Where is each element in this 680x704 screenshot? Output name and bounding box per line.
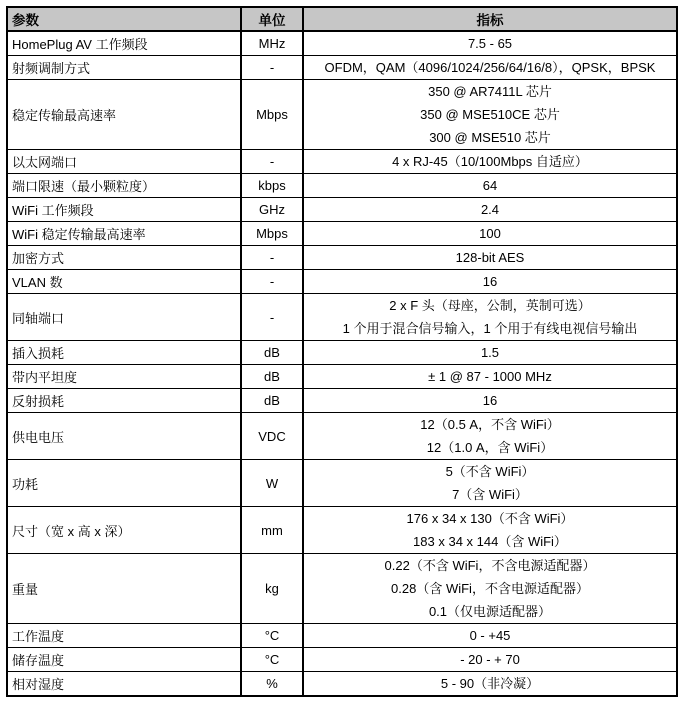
- unit-cell: %: [241, 672, 303, 697]
- spec-line: 350 @ MSE510CE 芯片: [420, 107, 560, 122]
- param-cell: 尺寸（宽 x 高 x 深）: [7, 507, 241, 554]
- spec-table: [6, 6, 678, 697]
- table-row: [7, 413, 677, 460]
- col-header-param: 参数: [7, 7, 241, 31]
- spec-line: 5 - 90（非冷凝）: [440, 676, 540, 691]
- table-row: [7, 624, 677, 648]
- table-row: [7, 80, 677, 150]
- spec-line: 16: [482, 393, 498, 408]
- unit-cell: °C: [241, 624, 303, 648]
- spec-line: 100: [479, 226, 501, 241]
- spec-line: 176 x 34 x 130（不含 WiFi）: [406, 511, 574, 526]
- param-cell: 以太网端口: [7, 150, 241, 174]
- param-cell: WiFi 稳定传输最高速率: [7, 222, 241, 246]
- param-cell: 同轴端口: [7, 294, 241, 341]
- spec-line: 2 x F 头（母座，公制，英制可选）: [389, 298, 591, 313]
- spec-cell: [303, 198, 677, 222]
- table-row: [7, 389, 677, 413]
- param-cell: 供电电压: [7, 413, 241, 460]
- table-row: [7, 31, 677, 56]
- unit-cell: kbps: [241, 174, 303, 198]
- param-cell: WiFi 工作频段: [7, 198, 241, 222]
- unit-cell: -: [241, 150, 303, 174]
- param-cell: 相对湿度: [7, 672, 241, 697]
- spec-cell: [303, 672, 677, 697]
- spec-line: 5（不含 WiFi）: [445, 464, 535, 479]
- spec-line: 12（1.0 A，含 WiFi）: [426, 440, 554, 455]
- spec-line: 0.28（含 WiFi，不含电源适配器）: [391, 581, 589, 596]
- spec-line: 183 x 34 x 144（含 WiFi）: [413, 534, 567, 549]
- spec-cell: [303, 460, 677, 507]
- param-cell: 带内平坦度: [7, 365, 241, 389]
- unit-cell: mm: [241, 507, 303, 554]
- spec-line: 64: [482, 178, 498, 193]
- table-row: [7, 365, 677, 389]
- table-row: [7, 270, 677, 294]
- param-cell: 功耗: [7, 460, 241, 507]
- param-cell: VLAN 数: [7, 270, 241, 294]
- unit-cell: dB: [241, 365, 303, 389]
- spec-line: OFDM，QAM（4096/1024/256/64/16/8），QPSK，BPSK: [324, 60, 656, 75]
- table-row: [7, 648, 677, 672]
- param-cell: 射频调制方式: [7, 56, 241, 80]
- table-row: [7, 507, 677, 554]
- col-header-spec: 指标: [303, 7, 677, 31]
- spec-cell: [303, 413, 677, 460]
- param-cell: HomePlug AV 工作频段: [7, 31, 241, 56]
- spec-cell: [303, 56, 677, 80]
- unit-cell: °C: [241, 648, 303, 672]
- spec-line: 7（含 WiFi）: [452, 487, 528, 502]
- param-cell: 稳定传输最高速率: [7, 80, 241, 150]
- spec-cell: [303, 174, 677, 198]
- param-cell: 插入损耗: [7, 341, 241, 365]
- unit-cell: GHz: [241, 198, 303, 222]
- spec-line: 0 - +45: [469, 628, 511, 643]
- spec-cell: [303, 389, 677, 413]
- unit-cell: -: [241, 246, 303, 270]
- unit-cell: Mbps: [241, 80, 303, 150]
- param-cell: 端口限速（最小颗粒度）: [7, 174, 241, 198]
- spec-line: 2.4: [480, 202, 500, 217]
- spec-cell: [303, 80, 677, 150]
- unit-cell: dB: [241, 389, 303, 413]
- spec-cell: [303, 246, 677, 270]
- spec-line: 1.5: [480, 345, 500, 360]
- param-cell: 储存温度: [7, 648, 241, 672]
- spec-line: 1 个用于混合信号输入，1 个用于有线电视信号输出: [342, 321, 638, 336]
- table-row: [7, 56, 677, 80]
- spec-line: - 20 - + 70: [460, 652, 520, 667]
- unit-cell: MHz: [241, 31, 303, 56]
- spec-line: ± 1 @ 87 - 1000 MHz: [428, 369, 552, 384]
- spec-line: 128-bit AES: [455, 250, 525, 265]
- unit-cell: kg: [241, 554, 303, 624]
- spec-cell: [303, 507, 677, 554]
- table-row: [7, 246, 677, 270]
- unit-cell: dB: [241, 341, 303, 365]
- table-row: [7, 460, 677, 507]
- spec-line: 12（0.5 A，不含 WiFi）: [420, 417, 560, 432]
- spec-cell: [303, 341, 677, 365]
- spec-cell: [303, 554, 677, 624]
- spec-line: 0.22（不含 WiFi，不含电源适配器）: [384, 558, 596, 573]
- unit-cell: VDC: [241, 413, 303, 460]
- unit-cell: W: [241, 460, 303, 507]
- param-cell: 重量: [7, 554, 241, 624]
- spec-cell: [303, 270, 677, 294]
- table-row: [7, 198, 677, 222]
- unit-cell: Mbps: [241, 222, 303, 246]
- unit-cell: -: [241, 294, 303, 341]
- table-row: [7, 222, 677, 246]
- table-row: [7, 174, 677, 198]
- table-row: [7, 672, 677, 697]
- spec-line: 7.5 - 65: [467, 36, 513, 51]
- spec-cell: [303, 31, 677, 56]
- unit-cell: -: [241, 56, 303, 80]
- spec-line: 16: [482, 274, 498, 289]
- spec-cell: [303, 648, 677, 672]
- param-cell: 反射损耗: [7, 389, 241, 413]
- spec-cell: [303, 222, 677, 246]
- spec-cell: [303, 365, 677, 389]
- header-row: [7, 7, 677, 31]
- spec-line: 300 @ MSE510 芯片: [429, 130, 551, 145]
- spec-line: 350 @ AR7411L 芯片: [428, 84, 552, 99]
- table-row: [7, 554, 677, 624]
- spec-line: 4 x RJ-45（10/100Mbps 自适应）: [392, 154, 588, 169]
- spec-cell: [303, 294, 677, 341]
- unit-cell: -: [241, 270, 303, 294]
- param-cell: 加密方式: [7, 246, 241, 270]
- spec-cell: [303, 150, 677, 174]
- table-row: [7, 150, 677, 174]
- table-row: [7, 294, 677, 341]
- spec-cell: [303, 624, 677, 648]
- spec-line: 0.1（仅电源适配器）: [428, 604, 552, 619]
- table-row: [7, 341, 677, 365]
- param-cell: 工作温度: [7, 624, 241, 648]
- col-header-unit: 单位: [241, 7, 303, 31]
